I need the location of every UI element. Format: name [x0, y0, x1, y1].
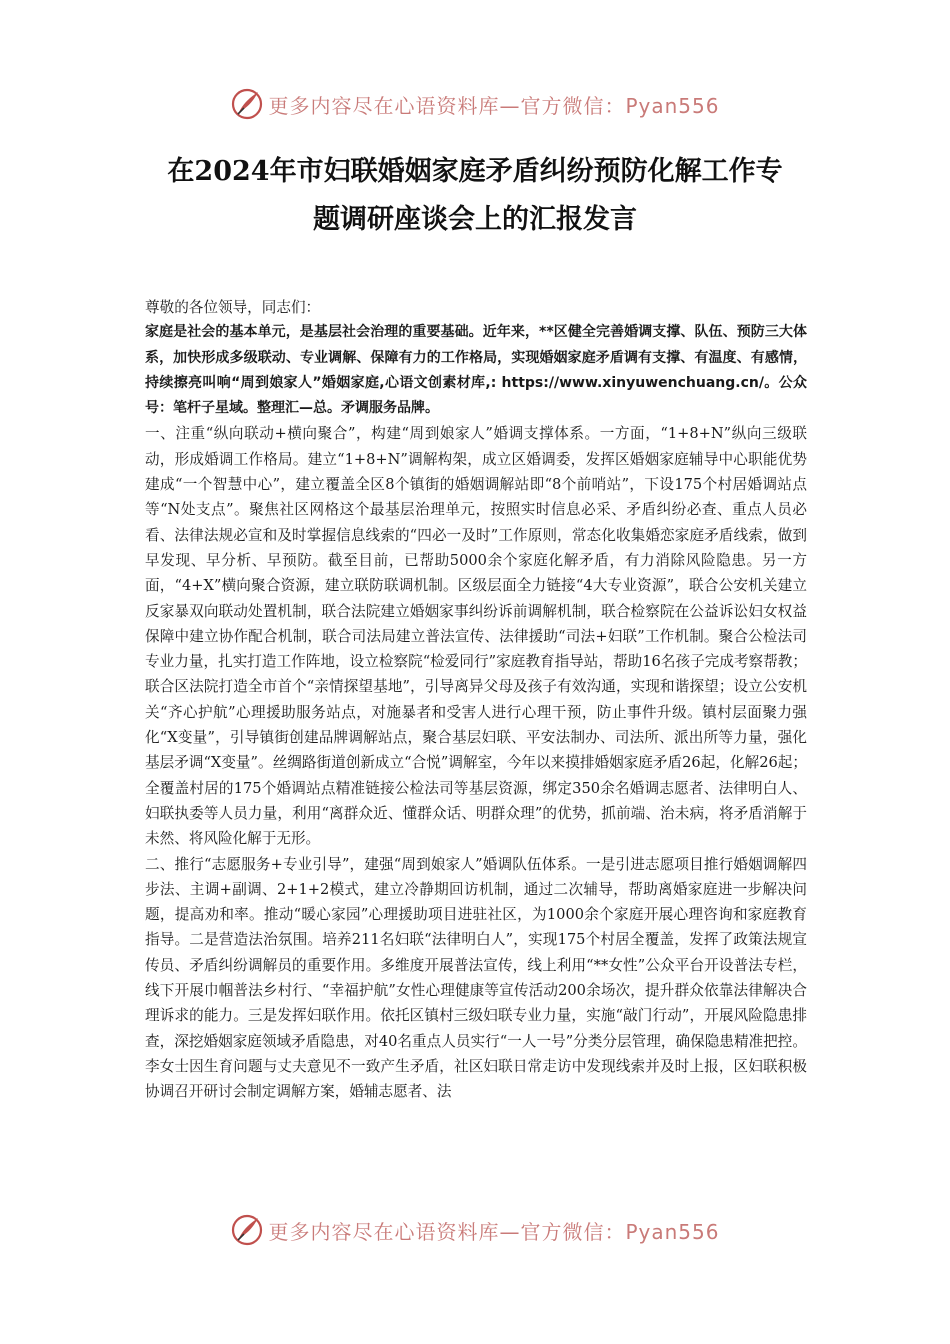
title-line-1: 在2024年市妇联婚姻家庭矛盾纠纷预防化解工作专 — [167, 156, 783, 187]
quill-logo-icon — [230, 1213, 264, 1247]
header-watermark-banner — [0, 82, 950, 126]
title-line-2: 题调研座谈会上的汇报发言 — [313, 204, 637, 235]
section-1-paragraph: 一、注重“纵向联动+横向聚合”，构建“周到娘家人”婚调支撑体系。一方面，“1+8+N”纵向三级联动，形成婚调工作格局。建立“1+8+N”调解构架，成立区婚调委，发挥区婚姻家庭辅导中心职能优势建成“一个智慧中心”，建立覆盖全区8个镇街的婚姻调解站即“8个前哨站”，下设175个村居婚调站点等“N处支点”。聚焦社区网格这个最基层治理单元，按照实时信息必采、矛盾纠纷必查、重点人员必看、法律法规必宣和及时掌握信息线索的“四必一及时”工作原则，常态化收集婚恋家庭矛盾线索，做到早发现、早分析、早预防。截至目前，已帮助5000余个家庭化解矛盾，有力消除风险隐患。另一方面，“4+X”横向聚合资源，建立联防联调机制。区级层面全力链接“4大专业资源”，联合公安机关建立反家暴双向联动处置机制，联合法院建立婚姻家事纠纷诉前调解机制，联合检察院在公益诉讼妇女权益保障中建立协作配合机制，联合司法局建立普法宣传、法律援助“司法+妇联”工作机制。聚合公检法司专业力量，扎实打造工作阵地，设立检察院“检爱同行”家庭教育指导站，帮助16名孩子完成考察帮教；联合区法院打造全市首个“亲情探望基地”，引导离异父母及孩子有效沟通，实现和谐探望；设立公安机关“齐心护航”心理援助服务站点，对施暴者和受害人进行心理干预，防止事件升级。镇村层面聚力强化“X变量”，引导镇街创建品牌调解站点，聚合基层妇联、平安法制办、司法所、派出所等力量，强化基层矛调“X变量”。丝绸路街道创新成立“合悦”调解室，今年以来摸排婚姻家庭矛盾26起，化解26起；全覆盖村居的175个婚调站点精准链接公检法司等基层资源，绑定350余名婚调志愿者、法律明白人、妇联执委等人员力量，利用“离群众近、懂群众话、明群众理”的优势，抓前端、治未病，将矛盾消解于未然、将风险化解于无形。 — [145, 425, 807, 848]
quill-logo-icon — [230, 87, 264, 121]
document-title — [100, 148, 850, 244]
document-body — [145, 295, 807, 1105]
section-2-paragraph: 二、推行“志愿服务+专业引导”，建强“周到娘家人”婚调队伍体系。一是引进志愿项目推行婚姻调解四步法、主调+副调、2+1+2模式，建立冷静期回访机制，通过二次辅导，帮助离婚家庭进一步解决问题，提高劝和率。推动“暖心家园”心理援助项目进驻社区，为1000余个家庭开展心理咨询和家庭教育指导。二是营造法治氛围。培养211名妇联“法律明白人”，实现175个村居全覆盖，发挥了政策法规宣传员、矛盾纠纷调解员的重要作用。多维度开展普法宣传，线上利用“**女性”公众平台开设普法专栏，线下开展巾帼普法乡村行、“幸福护航”女性心理健康等宣传活动200余场次，提升群众依靠法律解决合理诉求的能力。三是发挥妇联作用。依托区镇村三级妇联专业力量，实施“敲门行动”，开展风险隐患排查，深挖婚姻家庭领域矛盾隐患，对40名重点人员实行“一人一号”分类分层管理，确保隐患精准把控。李女士因生育问题与丈夫意见不一致产生矛盾，社区妇联日常走访中发现线索并及时上报，区妇联积极协调召开研讨会制定调解方案，婚辅志愿者、法 — [145, 855, 807, 1101]
footer-watermark-banner — [0, 1208, 950, 1252]
salutation: 尊敬的各位领导，同志们： — [145, 299, 321, 316]
intro-paragraph: 家庭是社会的基本单元，是基层社会治理的重要基础。近年来，**区健全完善婚调支撑、队伍、预防三大体系，加快形成多级联动、专业调解、保障有力的工作格局，实现婚姻家庭矛盾调有支撑、有温度、有感情，持续擦亮叫响“周到娘家人”婚姻家庭,心语文创素材库,: https://www.xinyuwenchuang.cn/。公众号：笔杆子星域。整理汇—总。矛调服务品牌。 — [145, 324, 807, 417]
watermark-text: 更多内容尽在心语资料库—官方微信：Pyan556 — [268, 93, 720, 118]
watermark-text: 更多内容尽在心语资料库—官方微信：Pyan556 — [268, 1219, 720, 1244]
